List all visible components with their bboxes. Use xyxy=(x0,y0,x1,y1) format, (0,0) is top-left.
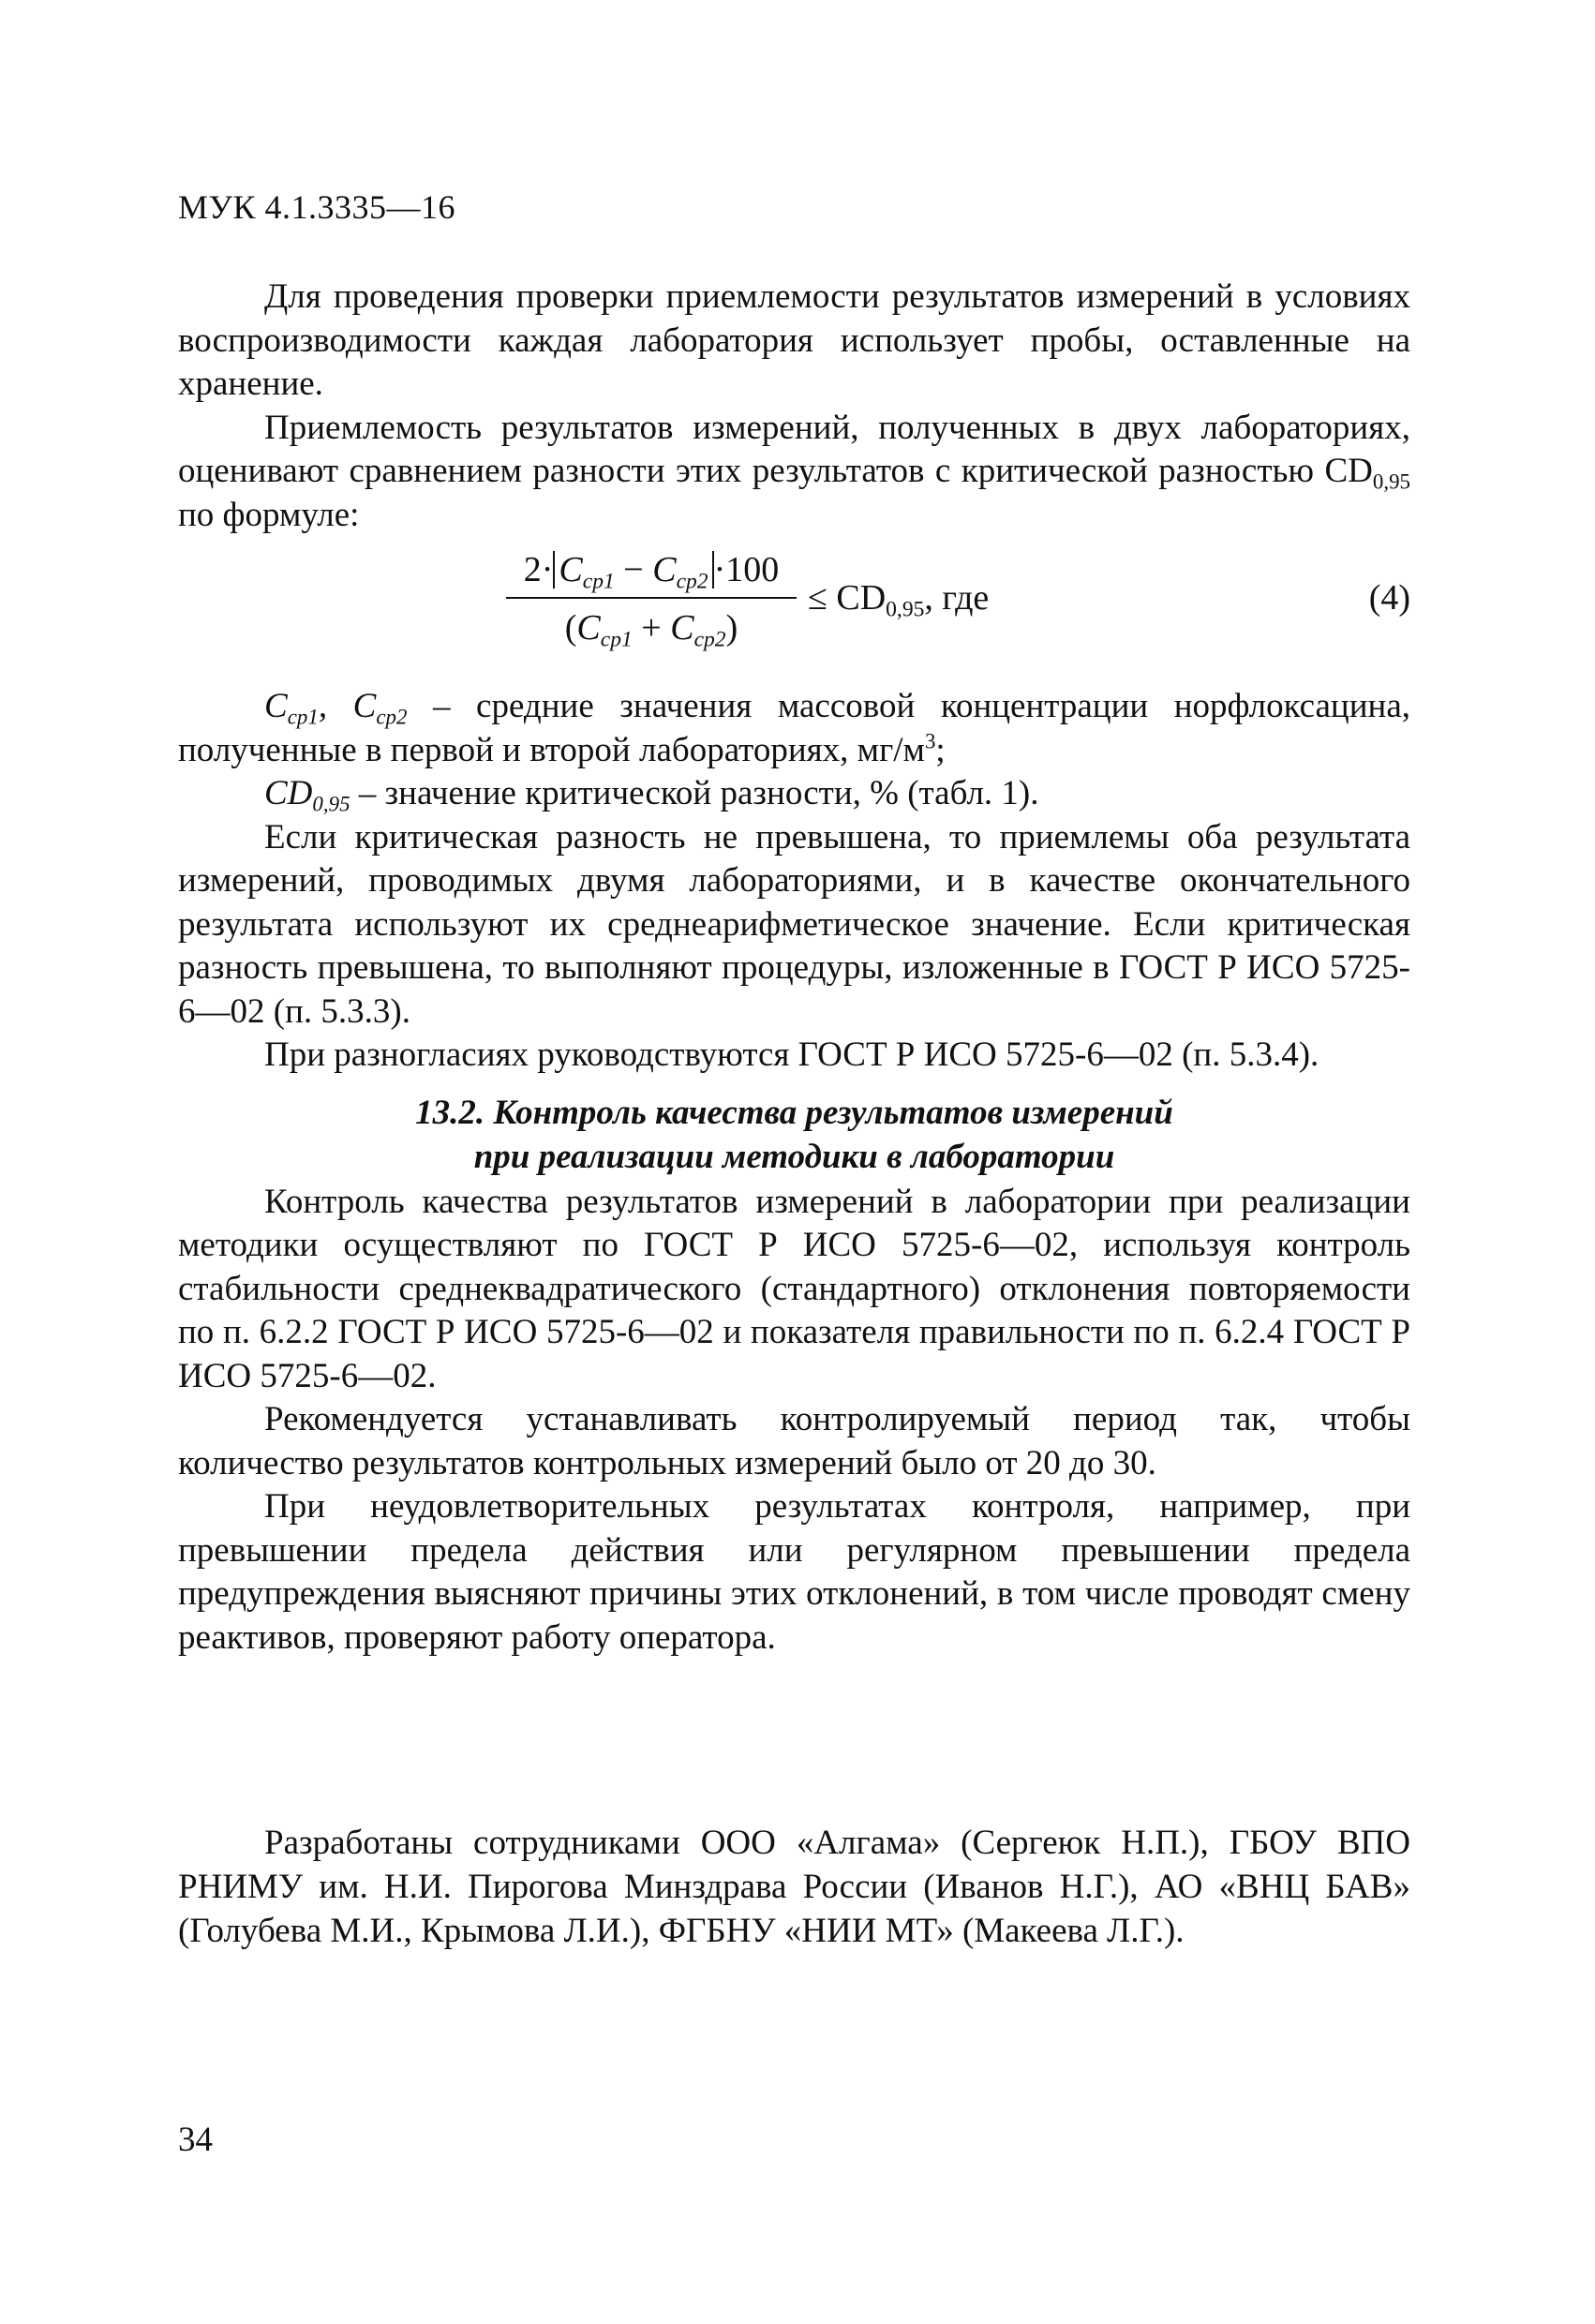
equation-number: (4) xyxy=(1368,578,1410,618)
paragraph-acceptability-text: Приемлемость результатов измерений, полученных в двух лабораториях, оценивают сравнением разности этих результатов с критической разностью CD xyxy=(178,408,1410,490)
document-code-header: МУК 4.1.3335—16 xyxy=(178,188,456,226)
formula-c2: C xyxy=(652,550,677,589)
section-heading-line2: при реализации методики в лаборатории xyxy=(473,1137,1115,1176)
paragraph-unsatisfactory-results: При неудовлетворительных результатах контроля, например, при превышении предела действия или регулярном превышении предела предупреждения выясняют причины этих отклонений, в том числе проводят смену реактивов, проверяют работу оператора. xyxy=(178,1487,1410,1657)
paragraph-disagreements: При разногласиях руководствуются ГОСТ Р ИСО 5725-6—02 (п. 5.3.4). xyxy=(264,1035,1319,1074)
def-sym1-sub: cp1 xyxy=(287,705,319,729)
page-number: 34 xyxy=(178,2121,213,2159)
paragraph-acceptability-end: по формуле: xyxy=(178,495,360,534)
def-cd-sym: CD xyxy=(264,774,313,812)
formula-den-close: ) xyxy=(725,608,738,648)
definition-c-values xyxy=(178,685,1410,772)
formula-fraction xyxy=(506,546,797,651)
formula-relation xyxy=(808,576,989,620)
formula-c1-sub: cp1 xyxy=(582,569,615,594)
paragraph-quality-control: Контроль качества результатов измерений в лаборатории при реализации методики осуществляют по ГОСТ Р ИСО 5725-6—02, используя контроль стабильности среднеквадратического (стандартного) отклонения повторяемости по п. 6.2.2 ГОСТ Р ИСО 5725-6—02 и показателя правильности по п. 6.2.4 ГОСТ Р ИСО 5725-6—02. xyxy=(178,1182,1410,1395)
formula-rel-sub: 0,95 xyxy=(886,597,925,622)
credits-block xyxy=(178,1821,1410,1953)
formula-den-c2-sub: cp2 xyxy=(693,627,726,652)
def-c-text: – средние значения массовой концентрации норфлоксацина, полученные в первой и второй лабораториях, мг/м xyxy=(178,687,1411,769)
section-heading-13-2 xyxy=(178,1091,1410,1179)
paragraph-critical-difference: Если критическая разность не превышена, то приемлемы оба результата измерений, проводимых двумя лабораториями, и в качестве окончательного результата используют их среднеарифметическое значение. Если критическая разность превышена, то выполняют процедуры, изложенные в ГОСТ Р ИСО 5725-6—02 (п. 5.3.3). xyxy=(178,817,1410,1031)
fraction-bar xyxy=(506,597,797,599)
formula-numerator xyxy=(506,546,797,593)
def-sym2-sub: cp2 xyxy=(376,705,408,729)
formula-den-c1-sub: cp1 xyxy=(600,627,633,652)
formula-abs-value xyxy=(553,550,713,594)
def-c-sup: 3 xyxy=(924,728,936,752)
section-heading-line1: 13.2. Контроль качества результатов измерений xyxy=(415,1093,1173,1132)
def-c-end: ; xyxy=(935,730,946,769)
formula-rel-text: ≤ CD xyxy=(808,578,887,618)
formula-den-c1: C xyxy=(576,608,601,648)
formula-denominator xyxy=(506,604,797,651)
def-sep: , xyxy=(318,687,353,725)
formula-c2-sub: cp2 xyxy=(676,569,708,594)
formula-num-prefix: 2· xyxy=(523,550,554,589)
formula-num-suffix: ·100 xyxy=(713,550,780,589)
paragraph-acceptability xyxy=(178,407,1410,538)
def-cd-sub: 0,95 xyxy=(312,792,350,816)
credits-text: Разработаны сотрудниками ООО «Алгама» (Сергеюк Н.П.), ГБОУ ВПО РНИМУ им. Н.И. Пирогова Минздрава России (Иванов Н.Г.), АО «ВНЦ БАВ» (Голубева М.И., Крымова Л.И.), ФГБНУ «НИИ МТ» (Макеева Л.Г.). xyxy=(178,1824,1410,1950)
formula-c1: C xyxy=(559,550,583,589)
formula-den-open: ( xyxy=(564,608,577,648)
paragraph-reproducibility-check: Для проведения проверки приемлемости результатов измерений в условиях воспроизводимости каждая лаборатория использует пробы, оставленные на хранение. xyxy=(178,277,1410,403)
formula-rel-end: , где xyxy=(924,578,990,618)
def-cd-text: – значение критической разности, % (табл. 1). xyxy=(350,774,1039,812)
def-sym1: C xyxy=(264,687,288,725)
formula-den-c2: C xyxy=(670,608,694,648)
main-text-block xyxy=(178,276,1410,1660)
formula-minus: − xyxy=(614,550,653,589)
cd-subscript: 0,95 xyxy=(1372,469,1410,494)
def-sym2: C xyxy=(352,687,377,725)
paragraph-control-period: Рекомендуется устанавливать контролируемый период так, чтобы количество результатов контрольных измерений было от 20 до 30. xyxy=(178,1400,1410,1482)
formula-plus: + xyxy=(632,608,671,648)
formula-4 xyxy=(178,539,1410,679)
definition-cd xyxy=(178,772,1410,816)
